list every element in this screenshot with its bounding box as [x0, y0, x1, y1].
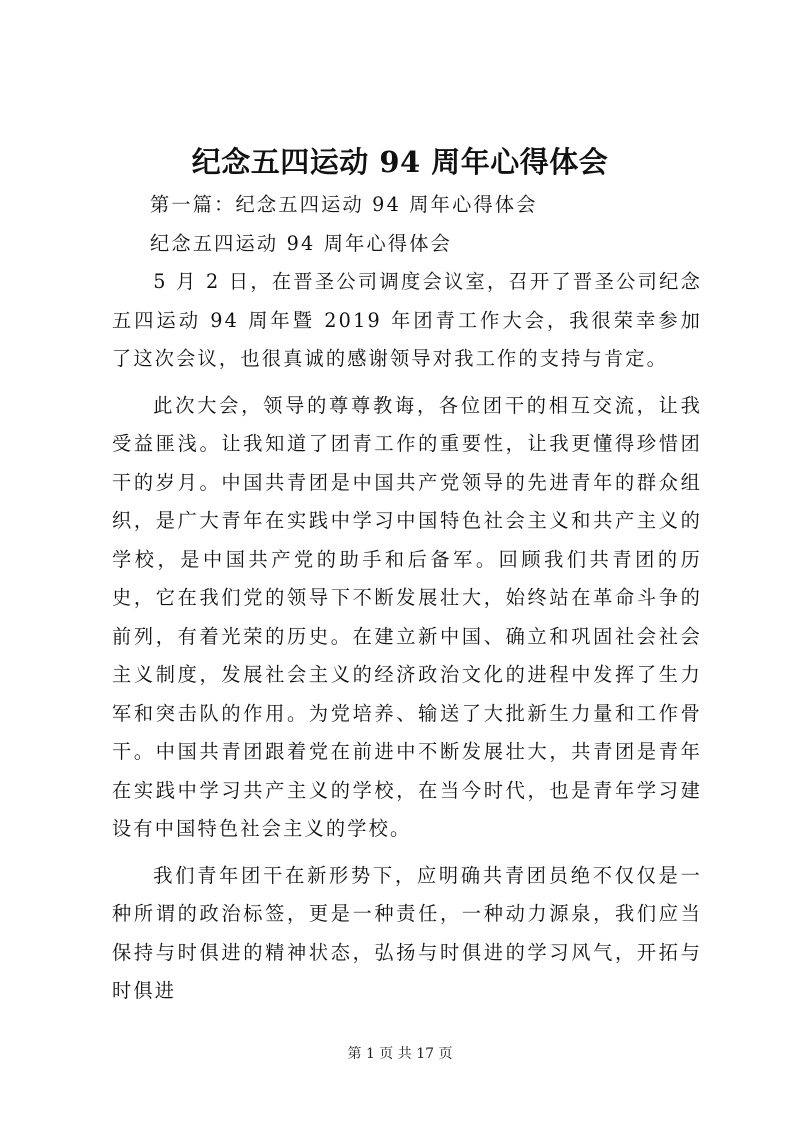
page-footer: 第 1 页 共 17 页	[347, 1046, 453, 1062]
document-body	[112, 186, 702, 1011]
sub-heading: 纪念五四运动 94 周年心得体会	[150, 231, 453, 255]
document-title: 纪念五四运动 94 周年心得体会	[191, 145, 609, 179]
paragraph: 我们青年团干在新形势下，应明确共青团员绝不仅仅是一种所谓的政治标签，更是一种责任，一种动力源泉，我们应当保持与时俱进的精神状态，弘扬与时俱进的学习风气，开拓与时俱进	[112, 863, 702, 1002]
paragraph: 此次大会，领导的尊尊教诲，各位团干的相互交流，让我受益匪浅。让我知道了团青工作的重要性，让我更懂得珍惜团干的岁月。中国共青团是中国共产党领导的先进青年的群众组织，是广大青年在实践中学习中国特色社会主义和共产主义的学校，是中国共产党的助手和后备军。回顾我们共青团的历史，它在我们党的领导下不断发展壮大，始终站在革命斗争的前列，有着光荣的历史。在建立新中国、确立和巩固社会社会主义制度，发展社会主义的经济政治文化的进程中发挥了生力军和突击队的作用。为党培养、输送了大批新生力量和工作骨干。中国共青团跟着党在前进中不断发展壮大，共青团是青年在实践中学习共产主义的学校，在当今时代，也是青年学习建设有中国特色社会主义的学校。	[112, 393, 702, 840]
section-heading: 第一篇：纪念五四运动 94 周年心得体会	[150, 193, 538, 216]
paragraph: 5 月 2 日，在晋圣公司调度会议室，召开了晋圣公司纪念五四运动 94 周年暨 2019 年团青工作大会，我很荣幸参加了这次会议，也很真诚的感谢领导对我工作的支持与肯定。	[112, 270, 702, 370]
